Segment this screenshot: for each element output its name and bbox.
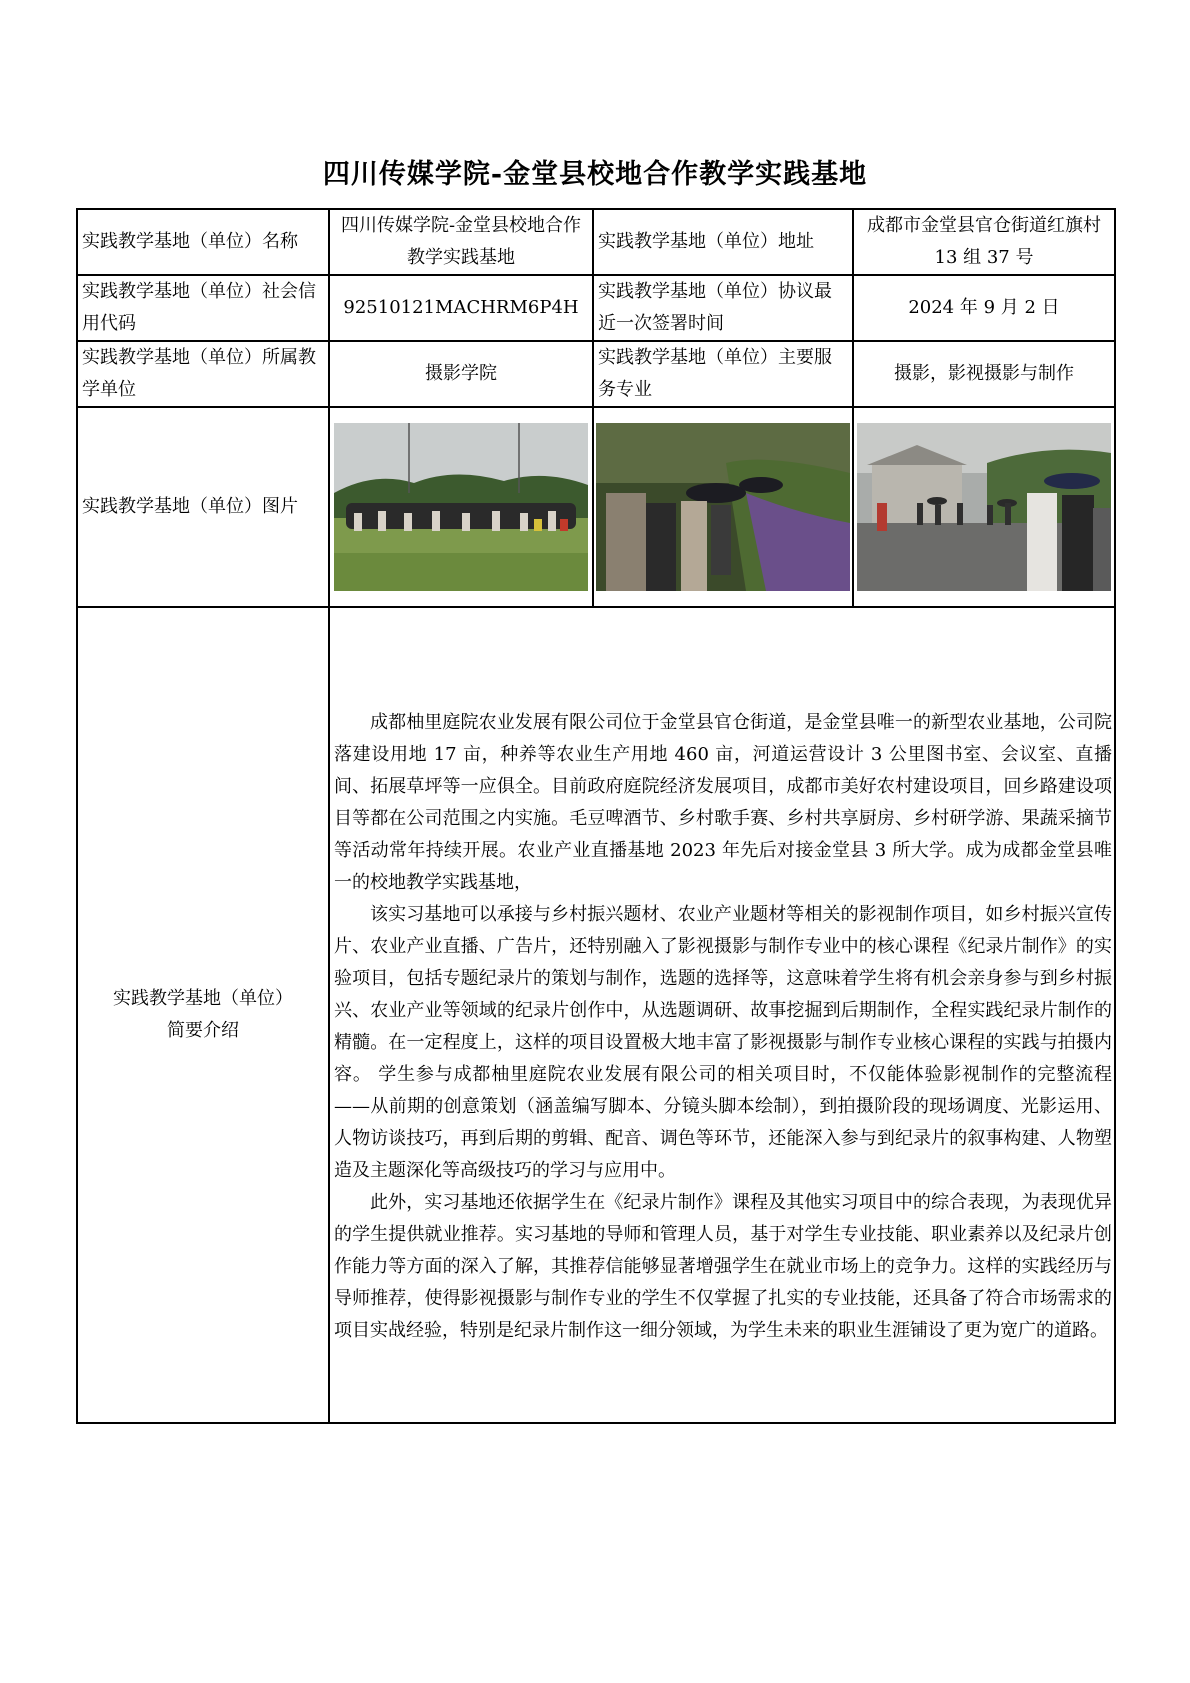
sign-date-value: 2024 年 9 月 2 日 [853,275,1115,341]
address-label: 实践教学基地（单位）地址 [593,209,853,275]
intro-paragraph: 该实习基地可以承接与乡村振兴题材、农业产业题材等相关的影视制作项目，如乡村振兴宣传片、农业产业直播、广告片，还特别融入了影视摄影与制作专业中的核心课程《纪录片制作》的实验项目，包括专题纪录片的策划与制作，选题的选择等，这意味着学生将有机会亲身参与到乡村振兴、农业产业等领域的纪录片创作中，从选题调研、故事挖掘到后期制作，全程实践纪录片制作的精髓。在一定程度上，这样的项目设置极大地丰富了影视摄影与制作专业核心课程的实践与拍摄内容。 学生参与成都柚里庭院农业发展有限公司的相关项目时，不仅能体验影视制作的完整流程——从前期的创意策划（涵盖编写脚本、分镜头脚本绘制），到拍摄阶段的现场调度、光影运用、人物访谈技巧，再到后期的剪辑、配音、调色等环节，还能深入参与到纪录片的叙事构建、人物塑造及主题深化等高级技巧的学习与应用中。 [334,904,1112,1181]
info-table [76,208,1116,1424]
table-row [77,407,1115,607]
sign-date-label: 实践教学基地（单位）协议最近一次签署时间 [593,275,853,341]
name-label: 实践教学基地（单位）名称 [77,209,329,275]
credit-code-value: 92510121MACHRM6P4H [329,275,593,341]
table-row [77,275,1115,341]
service-major-value: 摄影，影视摄影与制作 [853,341,1115,407]
intro-label [77,607,329,1423]
umbrella-path-photo [596,423,850,591]
teaching-unit-label: 实践教学基地（单位）所属教学单位 [77,341,329,407]
intro-label-line: 简要介绍 [167,1020,239,1041]
name-value: 四川传媒学院-金堂县校地合作教学实践基地 [329,209,593,275]
document-title: 四川传媒学院-金堂县校地合作教学实践基地 [322,159,868,190]
photo-cell [593,407,853,607]
teaching-unit-value: 摄影学院 [329,341,593,407]
service-major-label: 实践教学基地（单位）主要服务专业 [593,341,853,407]
intro-paragraph: 此外，实习基地还依据学生在《纪录片制作》课程及其他实习项目中的综合表现，为表现优异的学生提供就业推荐。实习基地的导师和管理人员，基于对学生专业技能、职业素养以及纪录片创作能力等方面的深入了解，其推荐信能够显著增强学生在就业市场上的竞争力。这样的实践经历与导师推荐，使得影视摄影与制作专业的学生不仅掌握了扎实的专业技能，还具备了符合市场需求的项目实战经验，特别是纪录片制作这一细分领域，为学生未来的职业生涯铺设了更为宽广的道路。 [334,1192,1112,1341]
address-value: 成都市金堂县官仓街道红旗村 13 组 37 号 [853,209,1115,275]
group-photo [334,423,588,591]
table-row [77,607,1115,1423]
photos-label: 实践教学基地（单位）图片 [77,407,329,607]
credit-code-label: 实践教学基地（单位）社会信用代码 [77,275,329,341]
photo-cell [853,407,1115,607]
village-walk-photo [857,423,1111,591]
intro-paragraph: 成都柚里庭院农业发展有限公司位于金堂县官仓街道，是金堂县唯一的新型农业基地，公司院落建设用地 17 亩，种养等农业生产用地 460 亩，河道运营设计 3 公里图书室、会议室、直播间、拓展草坪等一应俱全。目前政府庭院经济发展项目，成都市美好农村建设项目，回乡路建设项目等都在公司范围之内实施。毛豆啤酒节、乡村歌手赛、乡村共享厨房、乡村研学游、果蔬采摘节等活动常年持续开展。农业产业直播基地 2023 年先后对接金堂县 3 所大学。成为成都金堂县唯一的校地教学实践基地， [334,712,1112,893]
table-row [77,341,1115,407]
intro-label-line: 实践教学基地（单位） [113,988,293,1009]
table-row [77,209,1115,275]
photo-cell [329,407,593,607]
intro-text [329,607,1115,1423]
